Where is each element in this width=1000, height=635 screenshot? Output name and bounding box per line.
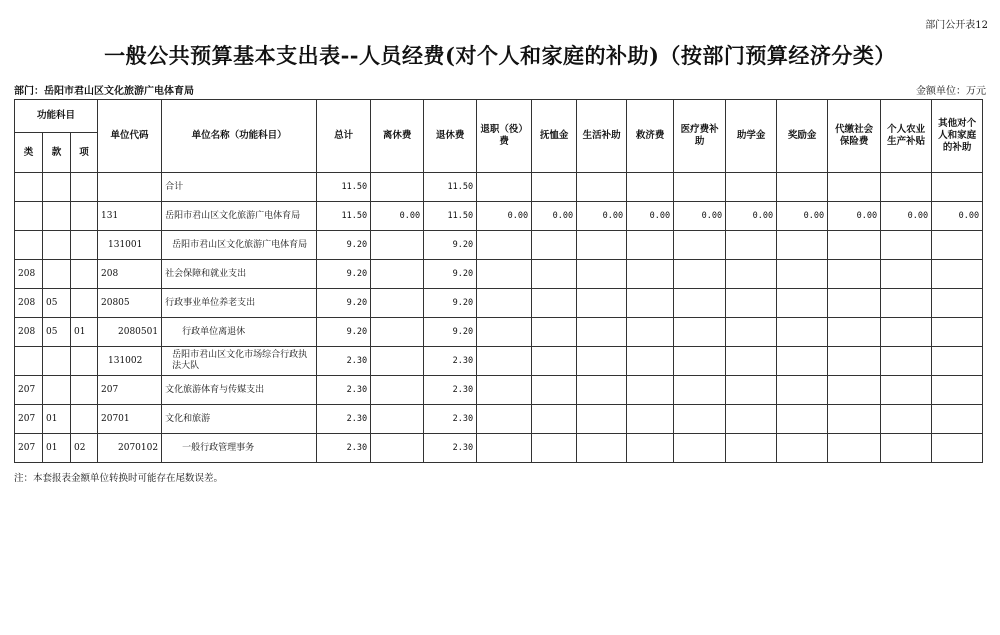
cell-value xyxy=(777,405,828,434)
cell-unit-code: 207 xyxy=(98,376,162,405)
cell-value xyxy=(532,405,577,434)
cell-value xyxy=(627,173,674,202)
cell-value xyxy=(477,173,532,202)
cell-value xyxy=(577,318,627,347)
cell-value xyxy=(674,173,726,202)
header-col: 救济费 xyxy=(627,100,674,173)
cell-value: 0.00 xyxy=(726,202,777,231)
cell-value xyxy=(627,318,674,347)
cell-value xyxy=(477,289,532,318)
cell-xiang xyxy=(71,202,98,231)
cell-value xyxy=(726,260,777,289)
cell-xiang xyxy=(71,173,98,202)
header-col: 个人农业生产补贴 xyxy=(881,100,932,173)
cell-value xyxy=(577,231,627,260)
header-col: 退休费 xyxy=(424,100,477,173)
cell-value xyxy=(881,231,932,260)
cell-value: 9.20 xyxy=(424,318,477,347)
cell-value xyxy=(371,405,424,434)
unit-label: 金额单位：万元 xyxy=(916,86,986,97)
cell-value xyxy=(881,318,932,347)
cell-total: 2.30 xyxy=(317,376,371,405)
cell-value xyxy=(532,260,577,289)
cell-value xyxy=(627,289,674,318)
cell-value xyxy=(932,260,983,289)
header-func-subject: 功能科目 xyxy=(15,100,98,133)
cell-xiang xyxy=(71,405,98,434)
cell-lei: 208 xyxy=(15,289,43,318)
cell-xiang xyxy=(71,231,98,260)
cell-unit-name: 文化旅游体育与传媒支出 xyxy=(162,376,317,405)
cell-value xyxy=(777,289,828,318)
header-col: 其他对个人和家庭的补助 xyxy=(932,100,983,173)
cell-unit-code: 20701 xyxy=(98,405,162,434)
cell-value xyxy=(577,347,627,376)
cell-value: 0.00 xyxy=(828,202,881,231)
cell-value: 0.00 xyxy=(881,202,932,231)
cell-value: 0.00 xyxy=(532,202,577,231)
cell-unit-code: 208 xyxy=(98,260,162,289)
cell-value xyxy=(932,405,983,434)
cell-value xyxy=(674,260,726,289)
header-col: 助学金 xyxy=(726,100,777,173)
cell-value: 11.50 xyxy=(424,202,477,231)
table-row xyxy=(15,231,983,260)
cell-lei: 207 xyxy=(15,434,43,463)
cell-lei xyxy=(15,173,43,202)
cell-unit-name: 文化和旅游 xyxy=(162,405,317,434)
cell-lei: 207 xyxy=(15,376,43,405)
cell-xiang xyxy=(71,289,98,318)
cell-xiang xyxy=(71,376,98,405)
table-row xyxy=(15,260,983,289)
cell-value: 2.30 xyxy=(424,376,477,405)
cell-value xyxy=(477,434,532,463)
cell-value xyxy=(371,318,424,347)
cell-value xyxy=(777,347,828,376)
cell-total: 11.50 xyxy=(317,202,371,231)
cell-value xyxy=(627,405,674,434)
cell-value xyxy=(828,289,881,318)
footnote: 注：本套报表金额单位转换时可能存在尾数误差。 xyxy=(14,473,224,484)
cell-value xyxy=(532,376,577,405)
cell-value xyxy=(577,434,627,463)
cell-value xyxy=(674,434,726,463)
header-kuan: 款 xyxy=(43,133,71,173)
table-row xyxy=(15,405,983,434)
cell-total: 9.20 xyxy=(317,231,371,260)
cell-kuan xyxy=(43,347,71,376)
table-row xyxy=(15,202,983,231)
cell-kuan xyxy=(43,173,71,202)
cell-value xyxy=(477,405,532,434)
cell-unit-name: 岳阳市君山区文化市场综合行政执法大队 xyxy=(162,347,317,376)
cell-kuan xyxy=(43,202,71,231)
cell-value xyxy=(726,318,777,347)
cell-unit-code: 20805 xyxy=(98,289,162,318)
cell-value xyxy=(726,376,777,405)
cell-kuan: 01 xyxy=(43,434,71,463)
cell-unit-name: 行政单位离退休 xyxy=(162,318,317,347)
cell-value xyxy=(828,405,881,434)
cell-kuan: 01 xyxy=(43,405,71,434)
cell-value: 0.00 xyxy=(932,202,983,231)
cell-value xyxy=(577,260,627,289)
cell-value: 9.20 xyxy=(424,260,477,289)
cell-value xyxy=(828,231,881,260)
cell-value xyxy=(577,405,627,434)
cell-unit-code: 131002 xyxy=(98,347,162,376)
expenditure-table xyxy=(14,99,983,463)
cell-kuan xyxy=(43,260,71,289)
cell-total: 2.30 xyxy=(317,405,371,434)
cell-value xyxy=(532,231,577,260)
cell-value xyxy=(674,347,726,376)
cell-value: 0.00 xyxy=(477,202,532,231)
cell-value xyxy=(828,318,881,347)
cell-value xyxy=(777,376,828,405)
cell-value xyxy=(828,376,881,405)
cell-xiang: 02 xyxy=(71,434,98,463)
table-row xyxy=(15,434,983,463)
cell-value xyxy=(674,289,726,318)
cell-value xyxy=(577,289,627,318)
cell-value xyxy=(726,434,777,463)
cell-unit-code xyxy=(98,173,162,202)
cell-value xyxy=(577,376,627,405)
header-lei: 类 xyxy=(15,133,43,173)
cell-total: 9.20 xyxy=(317,318,371,347)
cell-value xyxy=(532,289,577,318)
cell-value xyxy=(532,318,577,347)
cell-lei xyxy=(15,231,43,260)
cell-value xyxy=(777,318,828,347)
cell-value xyxy=(932,289,983,318)
cell-kuan: 05 xyxy=(43,289,71,318)
cell-value xyxy=(371,260,424,289)
cell-value xyxy=(627,376,674,405)
cell-unit-code: 2070102 xyxy=(98,434,162,463)
cell-unit-name: 岳阳市君山区文化旅游广电体育局 xyxy=(162,202,317,231)
cell-value xyxy=(828,260,881,289)
cell-value xyxy=(726,405,777,434)
header-col: 生活补助 xyxy=(577,100,627,173)
cell-value xyxy=(674,231,726,260)
cell-value: 2.30 xyxy=(424,405,477,434)
cell-value: 0.00 xyxy=(371,202,424,231)
cell-value xyxy=(881,405,932,434)
cell-value xyxy=(627,231,674,260)
cell-unit-code: 131 xyxy=(98,202,162,231)
cell-value xyxy=(477,260,532,289)
cell-lei: 208 xyxy=(15,260,43,289)
cell-xiang: 01 xyxy=(71,318,98,347)
cell-value xyxy=(932,318,983,347)
cell-value xyxy=(627,434,674,463)
header-col: 代缴社会保险费 xyxy=(828,100,881,173)
cell-unit-name: 行政事业单位养老支出 xyxy=(162,289,317,318)
cell-kuan xyxy=(43,231,71,260)
cell-value xyxy=(932,231,983,260)
cell-value xyxy=(881,434,932,463)
cell-value: 0.00 xyxy=(674,202,726,231)
header-unit-name: 单位名称（功能科目） xyxy=(162,100,317,173)
cell-value xyxy=(777,231,828,260)
page-title: 一般公共预算基本支出表--人员经费(对个人和家庭的补助)（按部门预算经济分类） xyxy=(104,43,896,68)
cell-total: 2.30 xyxy=(317,347,371,376)
header-col: 退职（役）费 xyxy=(477,100,532,173)
cell-value xyxy=(532,173,577,202)
cell-unit-name: 一般行政管理事务 xyxy=(162,434,317,463)
header-col: 离休费 xyxy=(371,100,424,173)
table-row xyxy=(15,347,983,376)
cell-total: 9.20 xyxy=(317,260,371,289)
cell-value: 11.50 xyxy=(424,173,477,202)
cell-lei: 207 xyxy=(15,405,43,434)
cell-lei xyxy=(15,202,43,231)
cell-value xyxy=(371,231,424,260)
header-col: 抚恤金 xyxy=(532,100,577,173)
header-total: 总计 xyxy=(317,100,371,173)
cell-value xyxy=(371,289,424,318)
cell-total: 2.30 xyxy=(317,434,371,463)
cell-value xyxy=(371,376,424,405)
cell-xiang xyxy=(71,347,98,376)
header-col: 奖励金 xyxy=(777,100,828,173)
cell-unit-name: 合计 xyxy=(162,173,317,202)
cell-value xyxy=(726,347,777,376)
cell-value: 2.30 xyxy=(424,347,477,376)
cell-value xyxy=(674,376,726,405)
table-row xyxy=(15,376,983,405)
form-code: 部门公开表12 xyxy=(925,20,988,31)
cell-value xyxy=(726,173,777,202)
cell-kuan: 05 xyxy=(43,318,71,347)
cell-value: 2.30 xyxy=(424,434,477,463)
cell-value xyxy=(777,434,828,463)
cell-value xyxy=(477,376,532,405)
cell-value xyxy=(828,173,881,202)
cell-value xyxy=(932,347,983,376)
cell-value xyxy=(674,405,726,434)
cell-unit-name: 社会保障和就业支出 xyxy=(162,260,317,289)
cell-value xyxy=(627,347,674,376)
cell-value xyxy=(726,231,777,260)
cell-value xyxy=(627,260,674,289)
cell-value xyxy=(674,318,726,347)
table-row xyxy=(15,289,983,318)
cell-value xyxy=(828,347,881,376)
header-col: 医疗费补助 xyxy=(674,100,726,173)
cell-value xyxy=(828,434,881,463)
header-unit-code: 单位代码 xyxy=(98,100,162,173)
table-row xyxy=(15,173,983,202)
cell-value: 0.00 xyxy=(577,202,627,231)
cell-value xyxy=(932,434,983,463)
cell-value: 9.20 xyxy=(424,289,477,318)
cell-value: 0.00 xyxy=(627,202,674,231)
cell-unit-name: 岳阳市君山区文化旅游广电体育局 xyxy=(162,231,317,260)
cell-value xyxy=(532,347,577,376)
cell-value xyxy=(777,173,828,202)
cell-kuan xyxy=(43,376,71,405)
table-row xyxy=(15,318,983,347)
cell-value xyxy=(881,376,932,405)
cell-lei xyxy=(15,347,43,376)
cell-value xyxy=(881,347,932,376)
cell-value xyxy=(477,347,532,376)
header-xiang: 项 xyxy=(71,133,98,173)
cell-value xyxy=(932,376,983,405)
department-label: 部门：岳阳市君山区文化旅游广电体育局 xyxy=(14,86,194,97)
cell-value xyxy=(881,289,932,318)
cell-value: 0.00 xyxy=(777,202,828,231)
cell-value: 9.20 xyxy=(424,231,477,260)
cell-lei: 208 xyxy=(15,318,43,347)
cell-value xyxy=(577,173,627,202)
cell-unit-code: 131001 xyxy=(98,231,162,260)
cell-value xyxy=(371,347,424,376)
cell-value xyxy=(726,289,777,318)
cell-value xyxy=(881,173,932,202)
cell-total: 11.50 xyxy=(317,173,371,202)
cell-xiang xyxy=(71,260,98,289)
cell-value xyxy=(777,260,828,289)
cell-value xyxy=(477,231,532,260)
cell-unit-code: 2080501 xyxy=(98,318,162,347)
cell-value xyxy=(881,260,932,289)
cell-value xyxy=(932,173,983,202)
cell-total: 9.20 xyxy=(317,289,371,318)
cell-value xyxy=(532,434,577,463)
cell-value xyxy=(371,434,424,463)
cell-value xyxy=(477,318,532,347)
cell-value xyxy=(371,173,424,202)
